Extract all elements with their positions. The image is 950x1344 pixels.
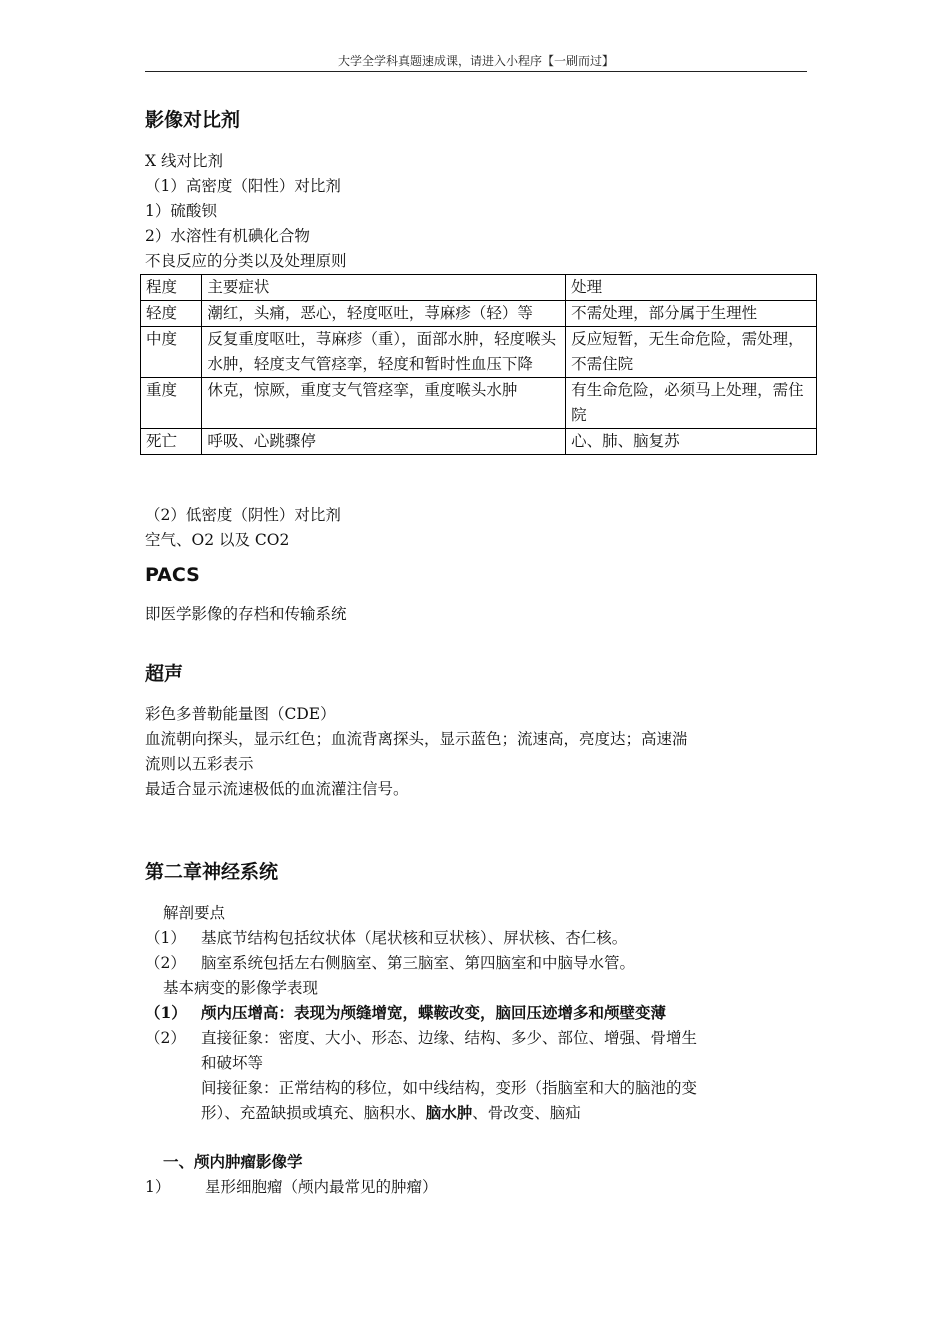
header-divider — [145, 71, 807, 72]
text-segment-bold: 脑水肿 — [425, 1103, 473, 1122]
table-cell: 休克，惊厥，重度支气管痉挛，重度喉头水肿 — [202, 378, 566, 429]
list-item — [145, 928, 627, 948]
list-number: （1） — [145, 1003, 187, 1022]
table-cell: 不需处理，部分属于生理性 — [566, 301, 817, 327]
table-cell: 反复重度呕吐，荨麻疹（重），面部水肿，轻度喉头水肿，轻度支气管痉挛，轻度和暂时性血压下降 — [202, 327, 566, 378]
list-text: 直接征象：密度、大小、形态、边缘、结构、多少、部位、增强、骨增生 — [201, 1029, 698, 1047]
text-segment: 形）、充盈缺损或填充、脑积水、 — [201, 1104, 426, 1122]
table-cell: 重度 — [141, 378, 202, 429]
text-line: （1）高密度（阳性）对比剂 — [145, 177, 341, 195]
section-title-contrast-agents: 影像对比剂 — [145, 109, 241, 131]
section-title-pacs: PACS — [145, 564, 200, 586]
list-text: 星形细胞瘤（颅内最常见的肿瘤） — [205, 1178, 438, 1196]
table-header-cell: 主要症状 — [202, 275, 566, 301]
text-line: 1）硫酸钡 — [145, 202, 217, 220]
table-row — [141, 327, 817, 378]
list-text: 颅内压增高：表现为颅缝增宽，蝶鞍改变，脑回压迹增多和颅壁变薄 — [201, 1003, 667, 1022]
table-row — [141, 301, 817, 327]
text-line — [201, 1103, 581, 1123]
list-item — [145, 953, 635, 973]
table-cell: 轻度 — [141, 301, 202, 327]
adverse-reaction-table — [140, 274, 817, 455]
table-header-row — [141, 275, 817, 301]
list-item — [145, 1177, 438, 1197]
list-number: （2） — [145, 954, 186, 972]
text-line: 流则以五彩表示 — [145, 755, 254, 773]
list-number: （2） — [145, 1029, 186, 1047]
subsection-title: 一、颅内肿瘤影像学 — [163, 1152, 303, 1171]
text-line: 即医学影像的存档和传输系统 — [145, 605, 347, 623]
text-line: 解剖要点 — [163, 904, 226, 922]
text-line: 空气、O2 以及 CO2 — [145, 531, 290, 549]
chapter-title: 第二章神经系统 — [145, 861, 279, 883]
text-line: 彩色多普勒能量图（CDE） — [145, 705, 336, 723]
table-cell: 中度 — [141, 327, 202, 378]
list-number: （1） — [145, 929, 186, 947]
table-cell: 潮红，头痛，恶心，轻度呕吐，荨麻疹（轻）等 — [202, 301, 566, 327]
text-line: 和破坏等 — [201, 1054, 264, 1072]
table-cell: 呼吸、心跳骤停 — [202, 429, 566, 455]
text-line: 间接征象：正常结构的移位，如中线结构，变形（指脑室和大的脑池的变 — [201, 1079, 698, 1097]
table-cell: 死亡 — [141, 429, 202, 455]
text-line: 2）水溶性有机碘化合物 — [145, 227, 310, 245]
table-header-cell: 处理 — [566, 275, 817, 301]
list-item — [145, 1028, 697, 1048]
text-line: 血流朝向探头，显示红色；血流背离探头，显示蓝色；流速高，亮度达；高速湍 — [145, 730, 688, 748]
section-title-ultrasound: 超声 — [145, 663, 184, 685]
text-line: 不良反应的分类以及处理原则 — [145, 252, 347, 270]
table-header-cell: 程度 — [141, 275, 202, 301]
text-line: （2）低密度（阴性）对比剂 — [145, 506, 341, 524]
list-text: 基底节结构包括纹状体（尾状核和豆状核）、屏状核、杏仁核。 — [201, 929, 628, 947]
table-cell: 反应短暂，无生命危险，需处理，不需住院 — [566, 327, 817, 378]
text-line: 最适合显示流速极低的血流灌注信号。 — [145, 780, 409, 798]
table-row — [141, 429, 817, 455]
text-line: 基本病变的影像学表现 — [163, 979, 319, 997]
list-text: 脑室系统包括左右侧脑室、第三脑室、第四脑室和中脑导水管。 — [201, 954, 636, 972]
text-line: X 线对比剂 — [145, 152, 223, 170]
table-cell: 心、肺、脑复苏 — [566, 429, 817, 455]
list-number: 1） — [145, 1178, 171, 1196]
page-header-text: 大学全学科真题速成课，请进入小程序【一刷而过】 — [337, 54, 614, 68]
text-segment: 、骨改变、脑疝 — [472, 1104, 581, 1122]
list-item — [145, 1003, 666, 1023]
table-row — [141, 378, 817, 429]
table-cell: 有生命危险，必须马上处理，需住院 — [566, 378, 817, 429]
